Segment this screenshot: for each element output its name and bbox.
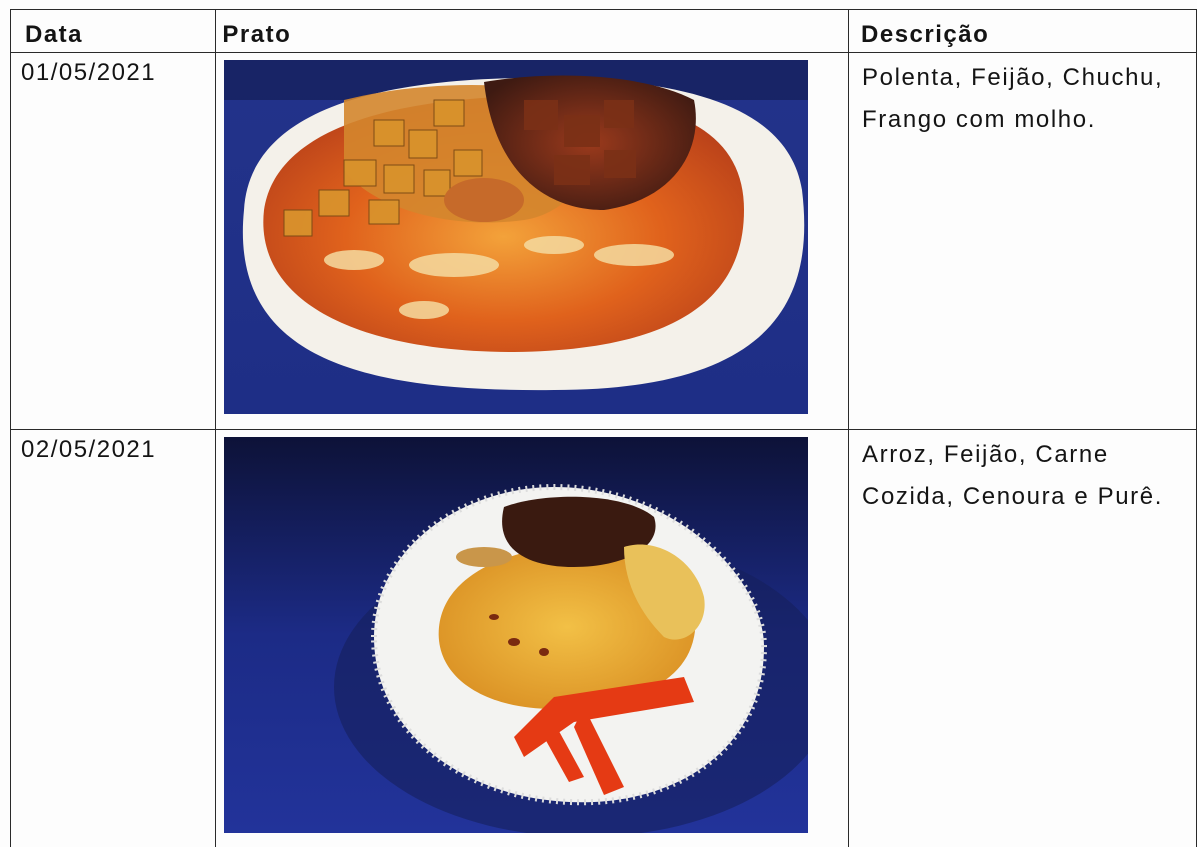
table-row (11, 430, 1197, 847)
header-dish (216, 10, 849, 53)
meal-table (10, 9, 1197, 847)
date-cell (11, 53, 216, 430)
header-description (849, 10, 1197, 53)
date-value: 01/05/2021 (21, 59, 157, 86)
date-value: 02/05/2021 (21, 436, 157, 463)
plate-photo-polenta (224, 60, 808, 414)
description-cell (849, 53, 1197, 430)
description-text: Polenta, Feijão, Chuchu, Frango com molho. (862, 64, 1164, 133)
dish-cell (216, 430, 849, 847)
plate-photo-rice (224, 437, 808, 833)
header-date-label: Data (25, 21, 84, 48)
table-row (11, 53, 1197, 430)
description-text: Arroz, Feijão, Carne Cozida, Cenoura e Purê. (862, 441, 1163, 510)
date-cell (11, 430, 216, 847)
dish-cell (216, 53, 849, 430)
table-header-row (11, 10, 1197, 53)
header-date (11, 10, 216, 53)
header-description-label: Descrição (861, 21, 990, 48)
header-dish-label: Prato (222, 21, 292, 48)
description-cell (849, 430, 1197, 847)
